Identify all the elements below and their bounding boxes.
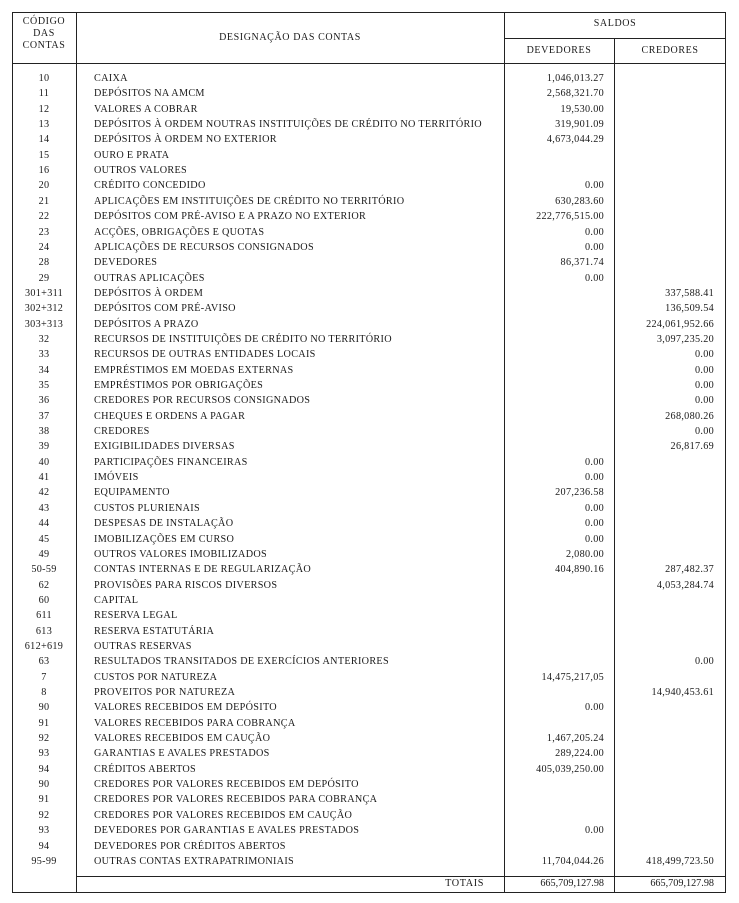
table-row (12, 762, 726, 777)
account-code: 20 (38, 180, 50, 192)
account-code: 42 (38, 487, 50, 499)
table-row (12, 700, 726, 715)
account-name: DESPESAS DE INSTALAÇÃO (94, 518, 234, 530)
table-row (12, 654, 726, 669)
account-name: VALORES RECEBIDOS EM CAUÇÃO (94, 733, 271, 745)
table-row (12, 393, 726, 408)
table-row (12, 71, 726, 86)
account-code: 34 (38, 364, 50, 376)
account-name: DEPÓSITOS NA AMCM (94, 88, 205, 100)
table-row (12, 378, 726, 393)
debit-balance: 0.00 (584, 702, 604, 714)
account-name: PARTICIPAÇÕES FINANCEIRAS (94, 456, 248, 468)
debit-balance: 289,224.00 (555, 748, 604, 760)
account-code: 13 (38, 119, 50, 131)
table-row (12, 670, 726, 685)
account-name: DEVEDORES (94, 257, 158, 269)
debit-balance: 2,080.00 (565, 548, 604, 560)
table-row (12, 317, 726, 332)
account-code: 24 (38, 241, 50, 253)
account-name: CAPITAL (94, 594, 139, 606)
debit-balance: 0.00 (584, 825, 604, 837)
table-row (12, 86, 726, 101)
account-name: OUTROS VALORES IMOBILIZADOS (94, 548, 267, 560)
debit-balance: 86,371.74 (560, 257, 604, 269)
account-name: OURO E PRATA (94, 149, 170, 161)
account-name: EQUIPAMENTO (94, 487, 170, 499)
table-row (12, 117, 726, 132)
account-name: APLICAÇÕES DE RECURSOS CONSIGNADOS (94, 241, 314, 253)
code-header-line2: DAS (33, 28, 55, 39)
account-code: 45 (38, 533, 50, 545)
account-name: CRÉDITOS ABERTOS (94, 763, 197, 775)
table-row (12, 409, 726, 424)
account-code: 21 (38, 195, 50, 207)
table-row (12, 148, 726, 163)
table-row (12, 532, 726, 547)
account-name: CHEQUES E ORDENS A PAGAR (94, 410, 246, 422)
account-code: 94 (38, 840, 50, 852)
table-row (12, 455, 726, 470)
account-code: 36 (38, 395, 50, 407)
table-row (12, 240, 726, 255)
debit-balance: 1,046,013.27 (546, 73, 604, 84)
table-row (12, 332, 726, 347)
table-row (12, 639, 726, 654)
account-code: 611 (36, 610, 52, 622)
credit-balance: 136,509.54 (665, 303, 714, 315)
table-row (12, 301, 726, 316)
credit-balance: 0.00 (694, 349, 714, 361)
debit-balance: 14,475,217,05 (541, 671, 604, 683)
table-row (12, 578, 726, 593)
table-row (12, 163, 726, 178)
account-name: DEPÓSITOS À ORDEM NO EXTERIOR (94, 134, 277, 146)
account-name: CREDORES POR RECURSOS CONSIGNADOS (94, 395, 311, 407)
debit-balance: 0.00 (584, 472, 604, 484)
debit-balance: 0.00 (584, 518, 604, 530)
account-code: 40 (38, 456, 50, 468)
table-row (12, 777, 726, 792)
credit-balance: 0.00 (694, 364, 714, 376)
account-name: CREDORES POR VALORES RECEBIDOS EM DEPÓSITO (94, 779, 359, 791)
account-name: VALORES A COBRAR (94, 103, 198, 115)
account-code: 613 (35, 625, 53, 637)
account-code: 62 (38, 579, 50, 591)
credit-balance: 3,097,235.20 (656, 333, 714, 345)
totals-row (12, 876, 726, 892)
table-row (12, 501, 726, 516)
debit-balance: 0.00 (584, 241, 604, 253)
account-code: 50-59 (31, 564, 57, 576)
credit-balance: 4,053,284.74 (656, 579, 714, 591)
account-name: OUTRAS CONTAS EXTRAPATRIMONIAIS (94, 855, 294, 867)
table-row (12, 562, 726, 577)
account-code: 38 (38, 426, 50, 438)
code-header (12, 16, 76, 52)
account-name: CREDORES (94, 426, 150, 438)
account-name: IMÓVEIS (94, 472, 139, 484)
debit-balance: 405,039,250.00 (536, 763, 604, 775)
account-code: 41 (38, 472, 50, 484)
account-code: 32 (38, 333, 50, 345)
account-code: 92 (38, 809, 50, 821)
account-name: DEPÓSITOS COM PRÉ-AVISO E A PRAZO NO EXTERIOR (94, 211, 367, 223)
account-code: 90 (38, 702, 50, 714)
account-code: 60 (38, 594, 50, 606)
header-bottom-rule (12, 63, 726, 64)
table-row (12, 839, 726, 854)
credit-balance: 0.00 (694, 656, 714, 668)
debit-balance: 404,890.16 (555, 564, 604, 576)
account-name: CUSTOS PLURIENAIS (94, 502, 200, 514)
account-code: 90 (38, 779, 50, 791)
debit-balance: 1,467,205.24 (546, 733, 604, 745)
account-name: EMPRÉSTIMOS POR OBRIGAÇÕES (94, 380, 264, 391)
table-row (12, 132, 726, 147)
debit-balance: 207,236.58 (555, 487, 604, 499)
saldos-rule (504, 38, 726, 39)
credit-balance: 0.00 (694, 426, 714, 438)
account-name: IMOBILIZAÇÕES EM CURSO (94, 533, 235, 545)
credit-balance: 224,061,952.66 (646, 318, 714, 330)
account-name: RECURSOS DE INSTITUIÇÕES DE CRÉDITO NO TERRITÓRIO (94, 333, 392, 345)
account-code: 28 (38, 257, 50, 269)
account-name: ACÇÕES, OBRIGAÇÕES E QUOTAS (94, 226, 265, 238)
table-row (12, 685, 726, 700)
table-row (12, 178, 726, 193)
table-row (12, 746, 726, 761)
account-code: 303+313 (24, 318, 64, 330)
table-row (12, 255, 726, 270)
debit-balance: 2,568,321.70 (546, 88, 604, 100)
account-name: DEVEDORES POR GARANTIAS E AVALES PRESTADOS (94, 825, 360, 837)
account-name: CRÉDITO CONCEDIDO (94, 180, 206, 192)
credit-balance: 0.00 (694, 380, 714, 391)
account-name: RESERVA ESTATUTÁRIA (94, 625, 215, 637)
debit-balance: 319,901.09 (555, 119, 604, 131)
account-code: 95-99 (31, 855, 57, 867)
code-header-line1: CÓDIGO (22, 16, 66, 27)
account-code: 37 (38, 410, 50, 422)
account-name: RESERVA LEGAL (94, 610, 178, 622)
account-name: CAIXA (94, 73, 128, 84)
account-code: 302+312 (24, 303, 64, 315)
table-row (12, 608, 726, 623)
account-name: RESULTADOS TRANSITADOS DE EXERCÍCIOS ANTERIORES (94, 656, 389, 668)
totals-credit: 665,709,127.98 (650, 878, 714, 889)
account-code: 8 (41, 687, 47, 698)
debit-balance: 0.00 (584, 226, 604, 238)
debit-balance: 0.00 (584, 456, 604, 468)
totals-label: TOTAIS (445, 878, 484, 889)
table-row (12, 854, 726, 869)
table-row (12, 194, 726, 209)
table-row (12, 808, 726, 823)
credit-balance: 0.00 (694, 395, 714, 407)
debit-balance: 0.00 (584, 272, 604, 284)
table-row (12, 516, 726, 531)
account-name: CREDORES POR VALORES RECEBIDOS EM CAUÇÃO (94, 809, 353, 821)
account-code: 14 (38, 134, 50, 146)
account-code: 612+619 (24, 640, 64, 652)
account-code: 10 (38, 73, 50, 84)
designation-header: DESIGNAÇÃO DAS CONTAS (219, 32, 361, 43)
account-name: GARANTIAS E AVALES PRESTADOS (94, 748, 270, 760)
credit-balance: 14,940,453.61 (651, 687, 714, 698)
account-name: DEPÓSITOS À ORDEM (94, 287, 204, 299)
account-code: 93 (38, 748, 50, 760)
credit-balance: 287,482.37 (665, 564, 714, 576)
account-name: APLICAÇÕES EM INSTITUIÇÕES DE CRÉDITO NO TERRITÓRIO (94, 195, 405, 207)
account-code: 43 (38, 502, 50, 514)
table-row (12, 271, 726, 286)
account-name: DEPÓSITOS A PRAZO (94, 318, 199, 330)
debit-balance: 4,673,044.29 (546, 134, 604, 146)
account-code: 33 (38, 349, 50, 361)
account-name: DEPÓSITOS À ORDEM NOUTRAS INSTITUIÇÕES DE CRÉDITO NO TERRITÓRIO (94, 119, 482, 131)
account-code: 16 (38, 165, 50, 177)
account-name: CREDORES POR VALORES RECEBIDOS PARA COBRANÇA (94, 794, 378, 806)
credit-balance: 26,817.69 (670, 441, 714, 453)
account-code: 39 (38, 441, 50, 453)
account-name: RECURSOS DE OUTRAS ENTIDADES LOCAIS (94, 349, 316, 361)
account-name: DEPÓSITOS COM PRÉ-AVISO (94, 303, 236, 315)
debit-balance: 630,283.60 (555, 195, 604, 207)
account-name: EXIGIBILIDADES DIVERSAS (94, 441, 235, 453)
debit-balance: 0.00 (584, 180, 604, 192)
credit-balance: 418,499,723.50 (646, 855, 714, 867)
table-row (12, 363, 726, 378)
table-row (12, 225, 726, 240)
debit-balance: 11,704,044.26 (541, 855, 604, 867)
account-name: OUTRAS RESERVAS (94, 640, 192, 652)
table-row (12, 439, 726, 454)
table-row (12, 547, 726, 562)
account-name: PROVEITOS POR NATUREZA (94, 687, 236, 698)
code-header-line3: CONTAS (22, 40, 66, 51)
account-name: OUTRAS APLICAÇÕES (94, 272, 205, 284)
account-name: EMPRÉSTIMOS EM MOEDAS EXTERNAS (94, 364, 294, 376)
account-code: 93 (38, 825, 50, 837)
account-code: 91 (38, 717, 50, 729)
saldos-header: SALDOS (593, 18, 637, 29)
account-name: VALORES RECEBIDOS EM DEPÓSITO (94, 702, 277, 714)
debit-header: DEVEDORES (526, 45, 592, 56)
account-code: 23 (38, 226, 50, 238)
account-code: 35 (38, 380, 50, 391)
credit-balance: 337,588.41 (665, 287, 714, 299)
account-code: 91 (38, 794, 50, 806)
account-code: 92 (38, 733, 50, 745)
account-code: 11 (38, 88, 50, 100)
table-row (12, 716, 726, 731)
account-name: DEVEDORES POR CRÉDITOS ABERTOS (94, 840, 286, 852)
debit-balance: 0.00 (584, 502, 604, 514)
account-name: PROVISÕES PARA RISCOS DIVERSOS (94, 579, 278, 591)
table-row (12, 593, 726, 608)
account-code: 63 (38, 656, 50, 668)
account-code: 7 (41, 671, 47, 683)
account-code: 15 (38, 149, 50, 161)
debit-balance: 0.00 (584, 533, 604, 545)
account-name: OUTROS VALORES (94, 165, 187, 177)
credit-header: CREDORES (641, 45, 699, 56)
account-code: 44 (38, 518, 50, 530)
table-row (12, 347, 726, 362)
table-row (12, 470, 726, 485)
account-code: 12 (38, 103, 50, 115)
table-row (12, 792, 726, 807)
account-code: 29 (38, 272, 50, 284)
table-row (12, 424, 726, 439)
table-row (12, 209, 726, 224)
table-row (12, 731, 726, 746)
table-row (12, 102, 726, 117)
account-name: VALORES RECEBIDOS PARA COBRANÇA (94, 717, 296, 729)
table-row (12, 624, 726, 639)
table-row (12, 286, 726, 301)
account-code: 22 (38, 211, 50, 223)
account-code: 94 (38, 763, 50, 775)
account-name: CONTAS INTERNAS E DE REGULARIZAÇÃO (94, 564, 312, 576)
table-row (12, 823, 726, 838)
account-name: CUSTOS POR NATUREZA (94, 671, 218, 683)
totals-debit: 665,709,127.98 (540, 878, 604, 889)
table-row (12, 485, 726, 500)
debit-balance: 222,776,515.00 (536, 211, 604, 223)
account-code: 49 (38, 548, 50, 560)
credit-balance: 268,080.26 (665, 410, 714, 422)
debit-balance: 19,530.00 (560, 103, 604, 115)
account-code: 301+311 (24, 287, 64, 299)
